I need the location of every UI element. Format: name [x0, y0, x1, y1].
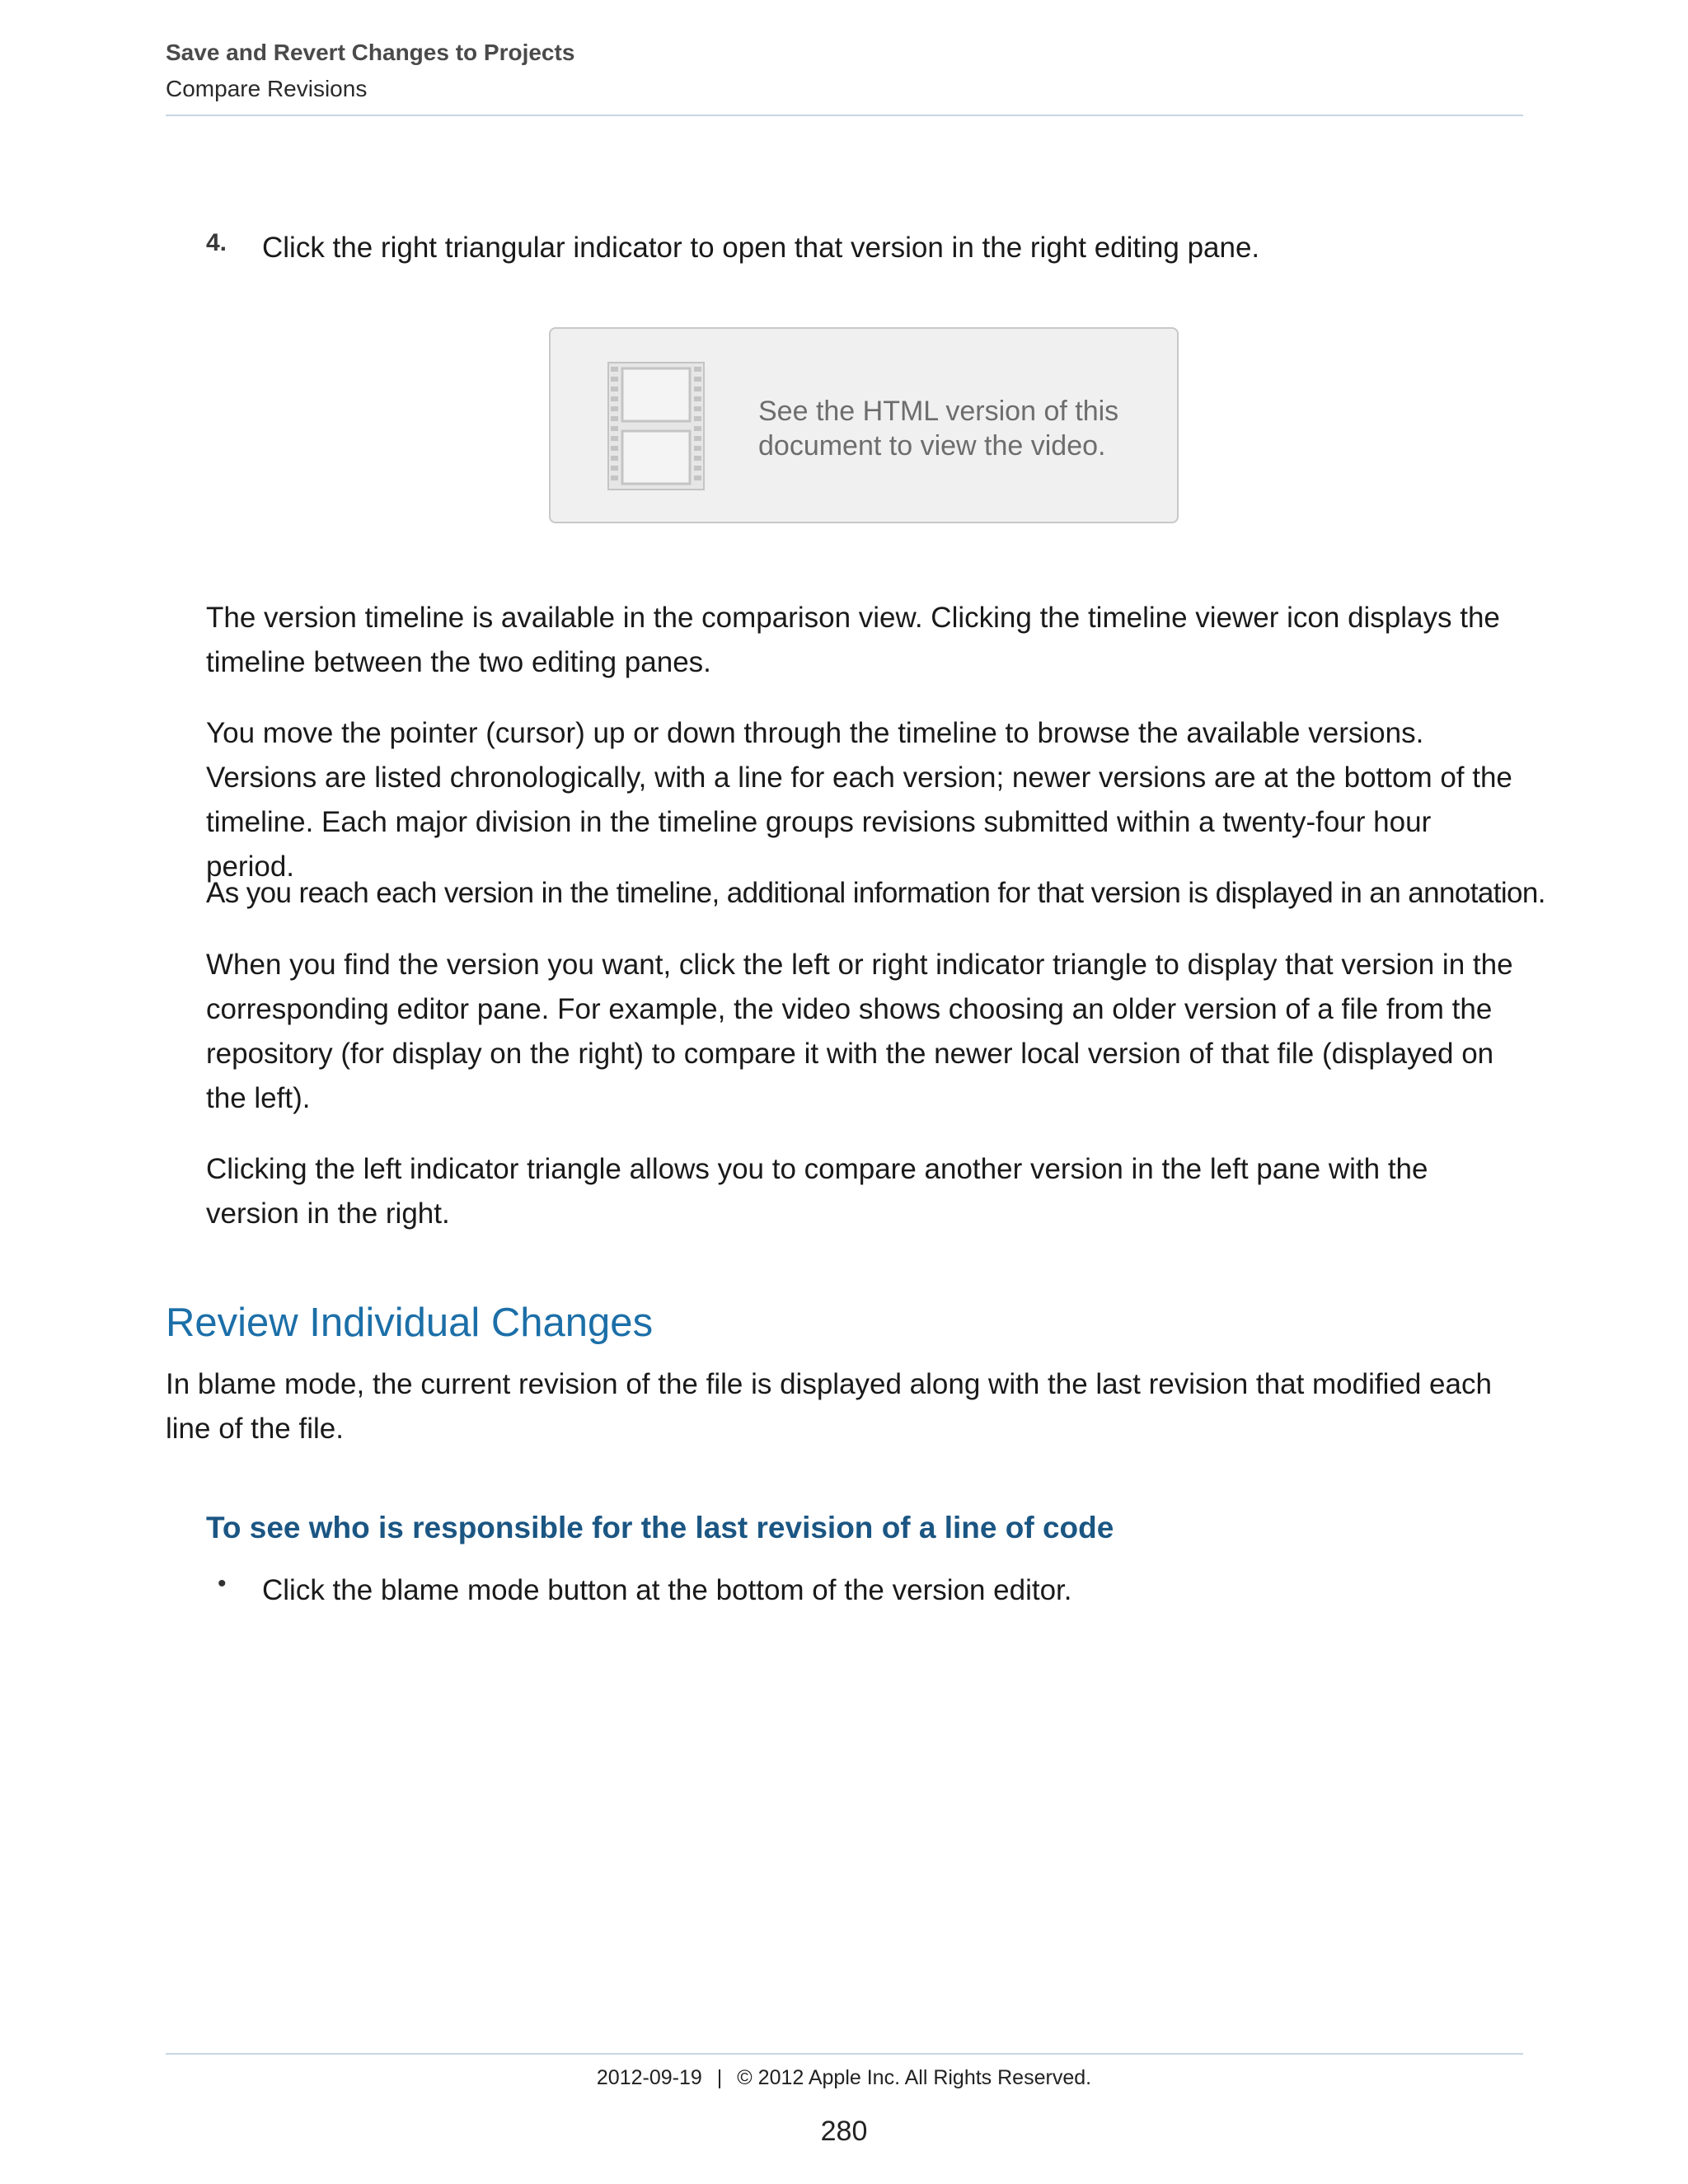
page-number: 280 [820, 2116, 868, 2147]
video-caption [758, 394, 1118, 463]
running-header-title: Save and Revert Changes to Projects [166, 40, 575, 65]
section-intro: In blame mode, the current revision of the file is displayed along with the last revision that modified each line of the file. [166, 1368, 1492, 1445]
footer-copyright: © 2012 Apple Inc. All Rights Reserved. [737, 2066, 1092, 2089]
footer-separator: | [716, 2066, 723, 2089]
header-divider [166, 115, 1523, 116]
running-header-subtitle: Compare Revisions [166, 76, 368, 101]
step-text: Click the right triangular indicator to open that version in the right editing pane. [262, 232, 1260, 264]
task-heading: To see who is responsible for the last revision of a line of code [206, 1511, 1114, 1544]
paragraph-choose-version: When you find the version you want, click the left or right indicator triangle to display that version in the corresponding editor pane. For example, the video shows choosing an older version of a file from the repository (for display on the right) to compare it with the newer local version of that file (displayed on the left). [206, 949, 1513, 1114]
film-icon [607, 362, 705, 490]
section-heading: Review Individual Changes [166, 1301, 654, 1345]
video-caption-line2: document to view the video. [758, 430, 1106, 462]
video-caption-line1: See the HTML version of this [758, 396, 1119, 427]
step-number: 4. [206, 229, 227, 256]
paragraph-left-triangle: Clicking the left indicator triangle allows you to compare another version in the left pane with the version in the right. [206, 1153, 1428, 1230]
footer [0, 2066, 1688, 2090]
bullet-marker: • [218, 1570, 227, 1597]
footer-divider [166, 2053, 1523, 2055]
video-placeholder[interactable] [549, 327, 1179, 523]
bullet-text: Click the blame mode button at the bottom of the version editor. [262, 1574, 1072, 1606]
paragraph-timeline-intro: The version timeline is available in the comparison view. Clicking the timeline viewer icon displays the timeline between the two editing panes. [206, 602, 1500, 678]
paragraph-annotation: As you reach each version in the timeline, additional information for that version is displayed in an annotation. [206, 877, 1545, 909]
paragraph-timeline-browse: You move the pointer (cursor) up or down through the timeline to browse the available versions. Versions are listed chronologically, with a line for each version; newer versions are at the bottom of the timeline. Each major division in the timeline groups revisions submitted within a twenty-four hour period. [206, 717, 1512, 883]
footer-date: 2012-09-19 [596, 2066, 702, 2089]
